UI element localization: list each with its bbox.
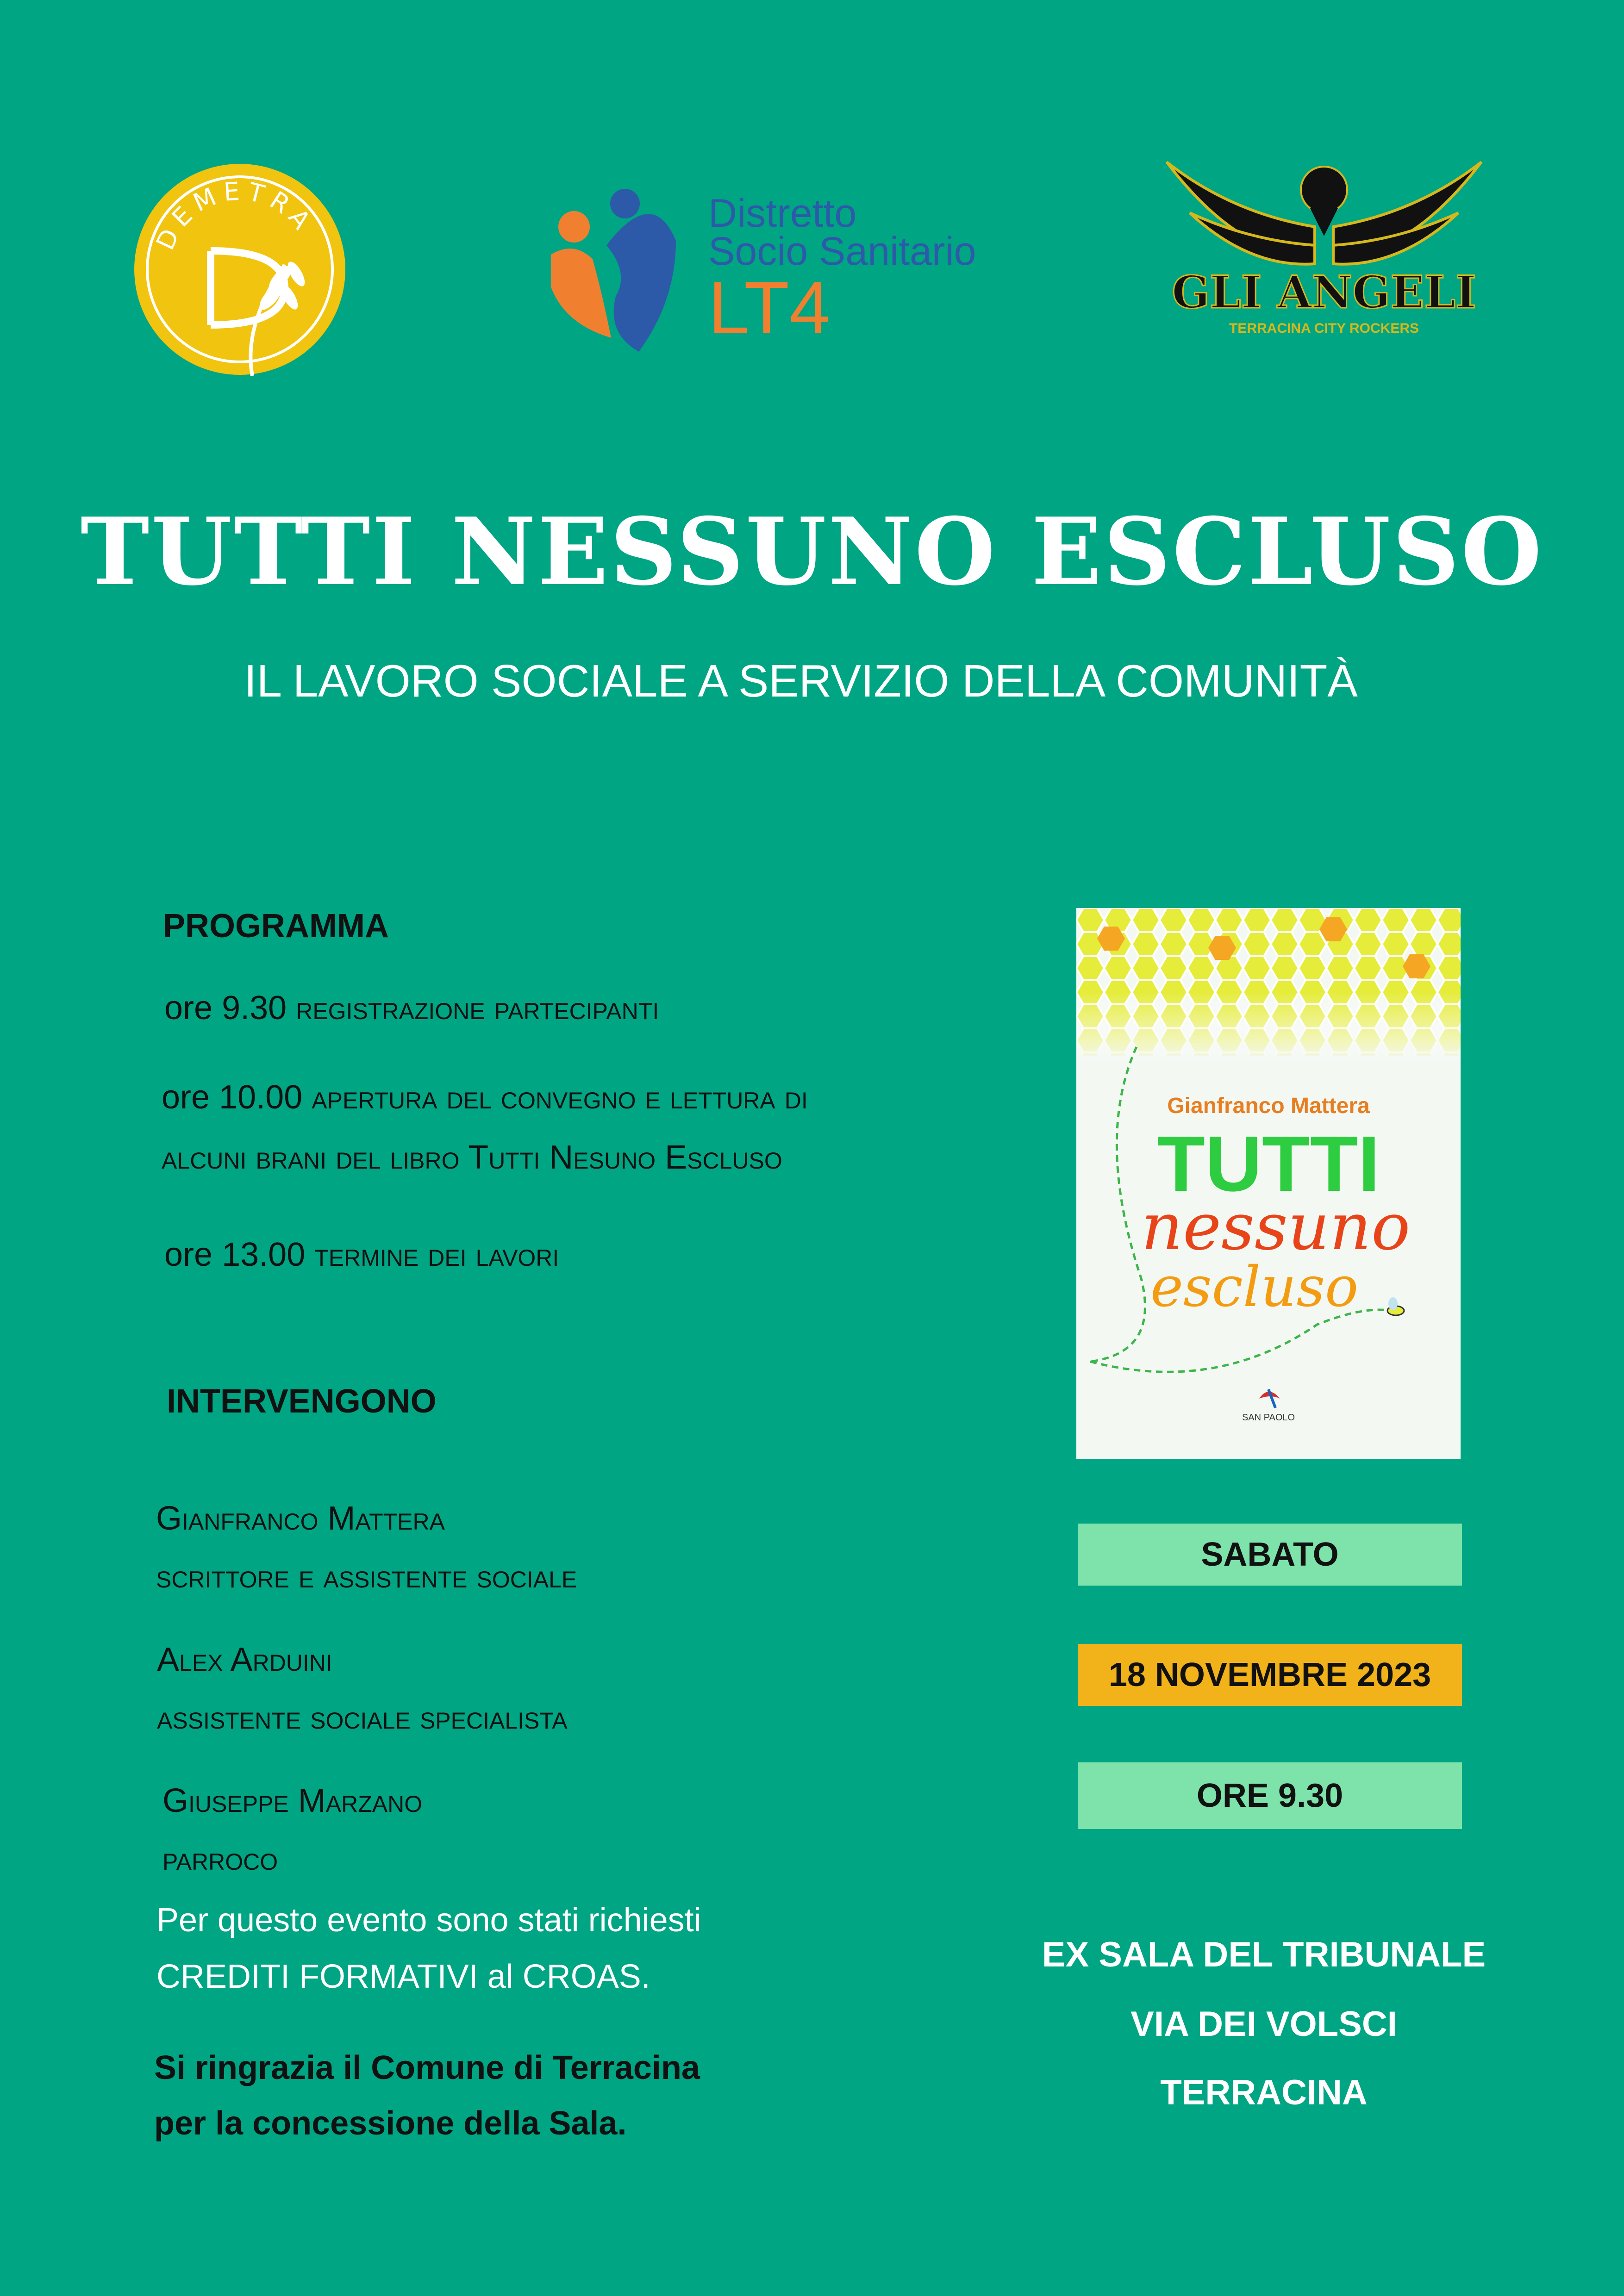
programma-item-text: termine dei lavori bbox=[314, 1236, 559, 1273]
speaker-role: scrittore e assistente sociale bbox=[156, 1558, 577, 1595]
event-day-box bbox=[1078, 1524, 1462, 1586]
event-date-box bbox=[1078, 1644, 1462, 1706]
programma-item-3 bbox=[164, 1236, 559, 1274]
distretto-socio-sanitario-logo bbox=[537, 185, 1000, 361]
distretto-figures-icon bbox=[537, 185, 694, 361]
event-date: 18 NOVEMBRE 2023 bbox=[1108, 1656, 1431, 1693]
book-author: Gianfranco Mattera bbox=[1167, 1094, 1370, 1118]
programma-item-text: alcuni brani del libro Tutti Nesuno Escluso bbox=[162, 1139, 782, 1176]
book-title-tutti: TUTTI bbox=[1157, 1120, 1380, 1208]
book-title-nessuno: nessuno bbox=[1141, 1189, 1411, 1265]
page-title: TUTTI NESSUNO ESCLUSO bbox=[80, 498, 1544, 606]
page-subtitle: IL LAVORO SOCIALE A SERVIZIO DELLA COMUNITÀ bbox=[244, 655, 1358, 706]
crediti-line1: Per questo evento sono stati richiesti bbox=[156, 1902, 701, 1939]
venue-line1: EX SALA DEL TRIBUNALE bbox=[1042, 1935, 1486, 1974]
programma-item-time: ore 9.30 bbox=[164, 989, 287, 1027]
programma-item-text: registrazione partecipanti bbox=[296, 989, 659, 1027]
event-day: SABATO bbox=[1201, 1536, 1339, 1573]
speaker-name: Giuseppe Marzano bbox=[162, 1782, 423, 1819]
ringraziamenti-line2: per la concessione della Sala. bbox=[154, 2105, 627, 2142]
speaker-name: Alex Arduini bbox=[157, 1641, 332, 1678]
gli-angeli-tagline: TERRACINA CITY ROCKERS bbox=[1229, 321, 1419, 336]
distretto-line1: Distretto bbox=[708, 191, 857, 236]
distretto-line2: Socio Sanitario bbox=[708, 229, 976, 274]
demetra-logo-text: DEMETRA bbox=[150, 176, 320, 255]
speaker-role: parroco bbox=[162, 1840, 278, 1877]
programma-heading: PROGRAMMA bbox=[163, 908, 389, 945]
event-time: ORE 9.30 bbox=[1196, 1777, 1343, 1814]
gli-angeli-name: GLI ANGELI bbox=[1172, 266, 1476, 318]
wings-icon bbox=[1162, 157, 1486, 278]
san-paolo-logo-icon bbox=[1259, 1389, 1280, 1408]
programma-item-1 bbox=[164, 989, 659, 1027]
programma-item-text: apertura del convegno e lettura di bbox=[312, 1079, 808, 1116]
book-cover bbox=[1076, 908, 1461, 1459]
demetra-logo bbox=[132, 158, 350, 385]
speaker-name: Gianfranco Mattera bbox=[156, 1500, 445, 1537]
distretto-lt4: LT4 bbox=[708, 266, 831, 349]
gli-angeli-logo bbox=[1162, 157, 1486, 342]
programma-item-2 bbox=[162, 1078, 808, 1116]
crediti-line2: CREDITI FORMATIVI al CROAS. bbox=[156, 1958, 650, 1995]
book-publisher: SAN PAOLO bbox=[1242, 1412, 1295, 1423]
programma-item-time: ore 10.00 bbox=[162, 1079, 303, 1116]
intervengono-heading: INTERVENGONO bbox=[167, 1383, 437, 1420]
venue-line2: VIA DEI VOLSCI bbox=[1131, 2004, 1397, 2044]
book-title-escluso: escluso bbox=[1150, 1255, 1359, 1319]
event-time-box bbox=[1078, 1762, 1462, 1829]
venue-line3: TERRACINA bbox=[1160, 2073, 1368, 2112]
programma-item-2-continued bbox=[162, 1139, 782, 1176]
ringraziamenti-line1: Si ringrazia il Comune di Terracina bbox=[154, 2049, 700, 2086]
speaker-role: assistente sociale specialista bbox=[157, 1699, 568, 1736]
programma-item-time: ore 13.00 bbox=[164, 1236, 306, 1273]
